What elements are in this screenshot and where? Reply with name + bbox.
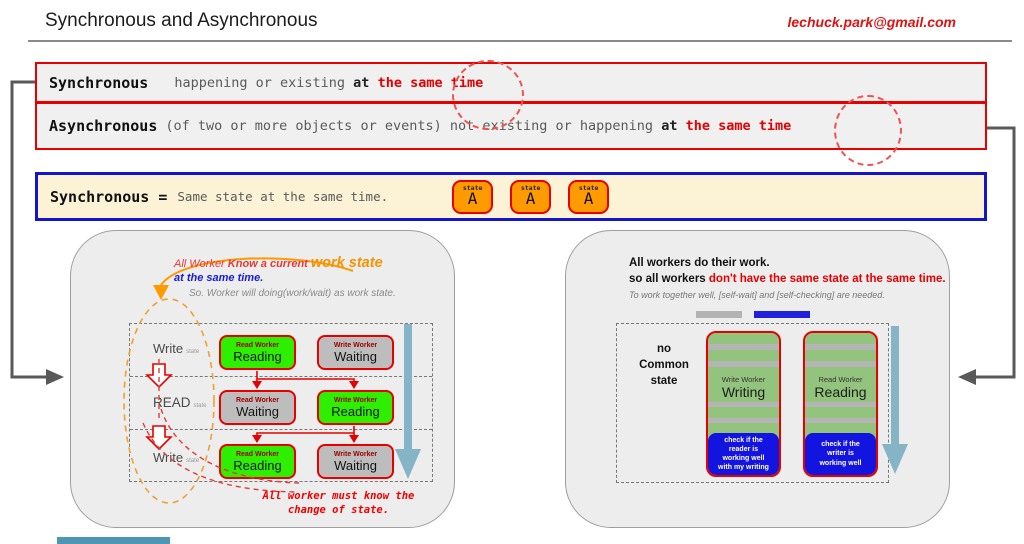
state-chip: [568, 180, 609, 214]
worker-title: Write Worker: [721, 375, 766, 384]
state-row-label: Write state: [153, 450, 200, 465]
right-note-red: don't have the same state at the same time.: [708, 273, 946, 285]
author-email: lechuck.park@gmail.com: [787, 14, 956, 30]
write-worker-column: [706, 331, 781, 477]
note-orange: work state: [310, 255, 383, 271]
state-chips: [452, 180, 609, 214]
state-chip: [510, 180, 551, 214]
definition-highlight: the same time: [685, 118, 792, 134]
read-worker-column: [803, 331, 878, 477]
state-chip-label: state: [462, 183, 483, 192]
timeline-arrow-shaft: [891, 326, 899, 444]
right-note-black: so all workers: [629, 273, 709, 285]
worker-label: [708, 373, 779, 402]
definition-body: (of two or more objects or events) not existing or happening: [165, 118, 654, 134]
worker-label: [805, 373, 876, 402]
worker-status: Waiting: [334, 349, 377, 365]
worker-chip-read-reading: [219, 335, 296, 370]
state-chip-value: A: [583, 189, 594, 209]
self-checking-box: check if the writer is working well: [805, 433, 876, 475]
state-chip-label: state: [520, 183, 541, 192]
page-title: Synchronous and Asynchronous: [45, 10, 318, 31]
worker-status: Waiting: [236, 404, 279, 420]
footnote-line2: change of state.: [287, 504, 390, 517]
right-connector-arrowhead: [958, 369, 976, 385]
worker-title: Read Worker: [818, 375, 863, 384]
state-sub-label: state: [186, 349, 200, 355]
left-panel-footnote: [221, 489, 456, 517]
worker-title: Read Worker: [235, 451, 280, 459]
synchronous-rule-box: [35, 172, 987, 221]
right-note-line3: To work together well, [self-wait] and [self-checking] are needed.: [629, 290, 885, 300]
right-note-line2: [629, 273, 946, 285]
worker-chip-read-reading: [219, 444, 296, 479]
worker-status: Reading: [814, 384, 867, 401]
self-checking-box: check if the reader is working well with my writing: [708, 433, 779, 475]
definition-box-synchronous: [35, 62, 987, 103]
worker-status: Reading: [233, 458, 282, 474]
left-connector-arrowhead: [46, 369, 64, 385]
worker-chip-read-waiting: [219, 390, 296, 425]
definition-body: happening or existing: [174, 74, 346, 91]
state-chip-label: state: [578, 183, 599, 192]
self-wait-stripes: [805, 333, 876, 373]
self-wait-stripes: [708, 333, 779, 373]
header-divider: [28, 40, 1012, 42]
bottom-accent-bar: [57, 537, 170, 544]
grid-divider: [130, 429, 432, 430]
note-line2: at the same time.: [174, 272, 264, 284]
rule-term: Synchronous =: [50, 187, 168, 206]
rule-text: Same state at the same time.: [177, 189, 389, 204]
self-wait-stripes: [708, 402, 779, 433]
state-chip-value: A: [525, 189, 536, 209]
state-chip-value: A: [467, 189, 478, 209]
self-wait-legend-bar: [696, 311, 742, 318]
state-chip: [452, 180, 493, 214]
note-curve-arrowhead: [153, 285, 169, 300]
worker-title: Write Worker: [333, 397, 378, 405]
note-line1: [174, 255, 383, 271]
worker-status: Reading: [233, 349, 282, 365]
note-line3: So. Worker will doing(work/wait) as work state.: [189, 288, 396, 299]
worker-chip-write-waiting: [317, 444, 394, 479]
no-common-state-label: no Common state: [639, 343, 689, 388]
definition-term: Synchronous: [49, 73, 149, 92]
definition-highlight: the same time: [377, 74, 484, 91]
worker-title: Read Worker: [235, 342, 280, 350]
state-sub-label: state: [186, 458, 200, 464]
definition-box-asynchronous: [35, 102, 987, 150]
definition-connector: at: [661, 118, 678, 134]
right-connector-line: [976, 128, 1014, 377]
grid-divider: [130, 376, 432, 377]
worker-chip-write-waiting: [317, 335, 394, 370]
worker-status: Writing: [721, 384, 766, 401]
self-checking-legend-bar: [754, 311, 810, 318]
state-row-label: Write state: [153, 341, 200, 356]
definition-term: Asynchronous: [49, 117, 158, 135]
note-red-italic: All Worker: [174, 258, 228, 270]
right-note-line1: All workers do their work.: [629, 257, 770, 269]
synchronous-panel: [70, 230, 455, 528]
worker-title: Read Worker: [235, 397, 280, 405]
note-red-bold: Know a current: [227, 258, 311, 270]
worker-title: Write Worker: [333, 451, 378, 459]
self-wait-stripes: [805, 402, 876, 433]
definition-connector: at: [353, 74, 370, 91]
asynchronous-panel: [565, 230, 950, 528]
footnote-line1: All worker must know the: [262, 490, 415, 502]
state-row-label: READ state: [153, 395, 207, 410]
worker-status: Reading: [331, 404, 380, 420]
worker-chip-write-reading: [317, 390, 394, 425]
worker-title: Write Worker: [333, 342, 378, 350]
state-sub-label: state: [193, 403, 207, 409]
worker-status: Waiting: [334, 458, 377, 474]
